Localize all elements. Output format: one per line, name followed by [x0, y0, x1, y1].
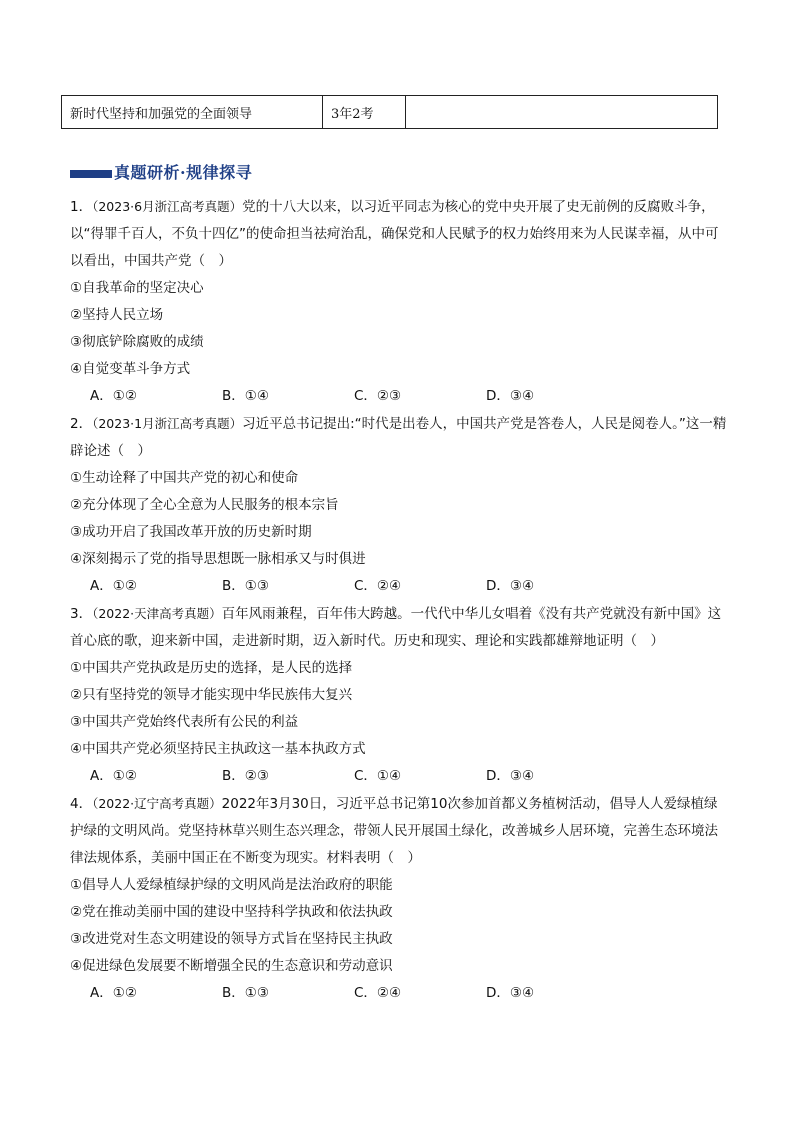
statement-item: ③中国共产党始终代表所有公民的利益: [70, 714, 299, 730]
statement-item: ④深刻揭示了党的指导思想既一脉相承又与时俱进: [70, 551, 366, 567]
answer-options: [70, 573, 730, 600]
question-2: [70, 410, 730, 600]
topic-cell: 新时代坚持和加强党的全面领导: [62, 96, 323, 129]
statement-item: ③改进党对生态文明建设的领导方式旨在坚持民主执政: [70, 931, 393, 947]
option-a[interactable]: A．①②: [90, 985, 137, 1001]
statement-item: ③彻底铲除腐败的成绩: [70, 334, 204, 350]
question-number: 3．: [70, 606, 93, 622]
answer-options: [70, 383, 730, 410]
option-a[interactable]: A．①②: [90, 388, 137, 404]
answer-options: [70, 763, 730, 790]
section-bar-decoration: [70, 170, 112, 178]
statement-item: ②党在推动美丽中国的建设中坚持科学执政和依法执政: [70, 904, 393, 920]
statement-item: ④中国共产党必须坚持民主执政这一基本执政方式: [70, 741, 366, 757]
question-stem: [70, 193, 730, 275]
statement-item: ①中国共产党执政是历史的选择，是人民的选择: [70, 660, 353, 676]
question-stem: [70, 790, 730, 872]
option-d[interactable]: D．③④: [486, 985, 535, 1001]
question-text: 党的十八大以来，以习近平同志为核心的党中央开展了史无前例的反腐败斗争，以“得罪千百人，不负十四亿”的使命担当祛疴治乱，确保党和人民赋予的权力始终用来为人民谋幸福，从中可以看出，中国共产党（ ）: [70, 199, 719, 269]
option-b[interactable]: B．①③: [222, 578, 269, 594]
question-number: 2．: [70, 416, 93, 432]
option-b[interactable]: B．①③: [222, 985, 269, 1001]
option-c[interactable]: C．②④: [354, 578, 402, 594]
question-1: [70, 193, 730, 410]
question-source: （2023·6月浙江高考真题）: [92, 199, 243, 214]
section-title: 真题研析·规律探寻: [114, 162, 253, 182]
question-stem: [70, 410, 730, 465]
answer-options: [70, 980, 730, 1007]
option-b[interactable]: B．①④: [222, 388, 269, 404]
question-text: 习近平总书记提出:“时代是出卷人，中国共产党是答卷人，人民是阅卷人。”这一精辟论述（ ）: [70, 416, 727, 459]
question-text: 百年风雨兼程，百年伟大跨越。一代代中华儿女唱着《没有共产党就没有新中国》这首心底的歌，迎来新中国，走进新时期，迈入新时代。历史和现实、理论和实践都雄辩地证明（ ）: [70, 606, 722, 649]
question-number: 1．: [70, 199, 93, 215]
statement-item: ①倡导人人爱绿植绿护绿的文明风尚是法治政府的职能: [70, 877, 393, 893]
question-source: （2022·天津高考真题）: [92, 606, 222, 621]
section-header: [70, 160, 252, 182]
question-number: 4．: [70, 796, 93, 812]
topic-table: [61, 95, 718, 129]
statement-item: ①生动诠释了中国共产党的初心和使命: [70, 470, 299, 486]
option-d[interactable]: D．③④: [486, 768, 535, 784]
statement-item: ③成功开启了我国改革开放的历史新时期: [70, 524, 312, 540]
note-cell: [406, 96, 718, 129]
table-row: [62, 96, 718, 129]
option-b[interactable]: B．②③: [222, 768, 269, 784]
question-3: [70, 600, 730, 790]
question-source: （2022·辽宁高考真题）: [92, 796, 222, 811]
option-d[interactable]: D．③④: [486, 388, 535, 404]
option-d[interactable]: D．③④: [486, 578, 535, 594]
option-c[interactable]: C．②③: [354, 388, 402, 404]
option-c[interactable]: C．②④: [354, 985, 402, 1001]
question-stem: [70, 600, 730, 655]
statement-item: ①自我革命的坚定决心: [70, 280, 204, 296]
frequency-cell: 3年2考: [323, 96, 406, 129]
question-text: 2022年3月30日，习近平总书记第10次参加首都义务植树活动，倡导人人爱绿植绿护绿的文明风尚。党坚持林草兴则生态兴理念，带领人民开展国土绿化，改善城乡人居环境，完善生态环境法律法规体系，美丽中国正在不断变为现实。材料表明（ ）: [70, 796, 718, 866]
statement-item: ④促进绿色发展要不断增强全民的生态意识和劳动意识: [70, 958, 393, 974]
statement-item: ④自觉变革斗争方式: [70, 361, 191, 377]
option-a[interactable]: A．①②: [90, 578, 137, 594]
statement-item: ②坚持人民立场: [70, 307, 164, 323]
option-c[interactable]: C．①④: [354, 768, 402, 784]
statement-item: ②只有坚持党的领导才能实现中华民族伟大复兴: [70, 687, 353, 703]
option-a[interactable]: A．①②: [90, 768, 137, 784]
question-source: （2023·1月浙江高考真题）: [92, 416, 243, 431]
question-4: [70, 790, 730, 1007]
question-list: [70, 193, 730, 1007]
statement-item: ②充分体现了全心全意为人民服务的根本宗旨: [70, 497, 339, 513]
